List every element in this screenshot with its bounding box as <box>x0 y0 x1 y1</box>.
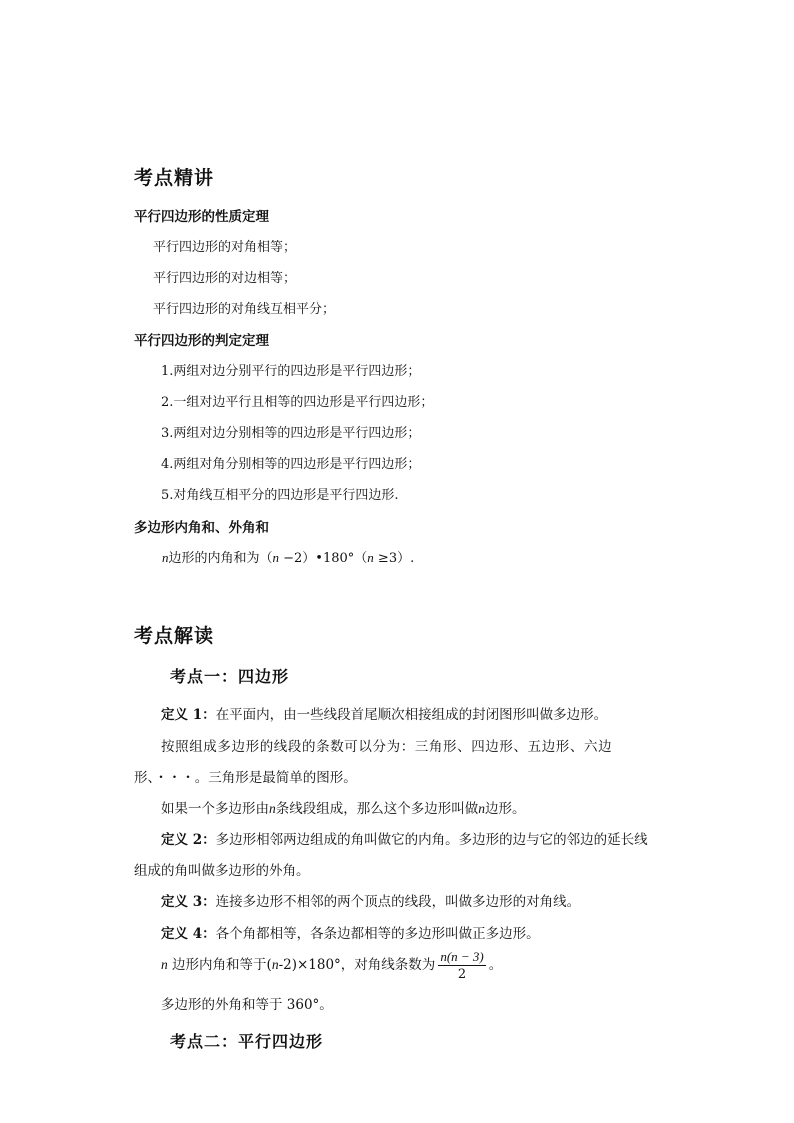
variable-n: n <box>478 801 485 816</box>
test-item: 4.两组对角分别相等的四边形是平行四边形； <box>161 457 421 472</box>
variable-n: n <box>367 550 374 565</box>
formula-text: −2）•180°（ <box>279 551 368 566</box>
test-item: 2.一组对边平行且相等的四边形是平行四边形； <box>161 395 434 410</box>
variable-n: n <box>162 550 169 565</box>
variable-n: n <box>161 957 168 972</box>
definition-text: 各个角都相等，各条边都相等的多边形叫做正多边形。 <box>215 926 540 942</box>
formula-text: 边形的内角和为（ <box>168 551 273 566</box>
text: 边形。 <box>485 801 526 817</box>
definition-text: 在平面内，由一些线段首尾顺次相接组成的封闭图形叫做多边形。 <box>215 707 608 723</box>
definition-label: 定义 2： <box>161 832 216 848</box>
formula-text: -2)×180°，对角线条数为 <box>278 957 436 973</box>
fraction-numerator: n(n − 3) <box>440 949 484 964</box>
text: 如果一个多边形由 <box>161 801 269 817</box>
definition-2-continued: 组成的角叫做多边形的外角。 <box>134 863 310 879</box>
diagonal-count-fraction <box>438 948 485 983</box>
test-item: 3.两组对边分别相等的四边形是平行四边形； <box>161 426 421 441</box>
text: 条线段组成，那么这个多边形叫做 <box>275 801 479 817</box>
subsection-quadrilateral: 考点一：四边形 <box>170 667 290 686</box>
paragraph-classification-line2: 形、・・・。三角形是最简单的图形。 <box>134 770 357 786</box>
definition-4 <box>161 922 540 942</box>
variable-n: n <box>271 957 279 972</box>
interior-angle-and-diagonal-formula <box>161 948 502 983</box>
formula-text: 边形内角和等于( <box>167 957 272 973</box>
subsection-parallelogram: 考点二：平行四边形 <box>170 1032 324 1051</box>
property-item: 平行四边形的对边相等； <box>153 271 297 286</box>
definition-text: 连接多边形不相邻的两个顶点的线段，叫做多边形的对角线。 <box>215 894 581 910</box>
paragraph-classification-line1: 按照组成多边形的线段的条数可以分为：三角形、四边形、五边形、六边 <box>161 739 613 755</box>
definition-2 <box>161 828 648 848</box>
fraction-denominator: 2 <box>457 967 467 982</box>
angle-sum-formula <box>162 547 414 566</box>
exterior-angle-sum: 多边形的外角和等于 360°。 <box>161 997 333 1013</box>
formula-text: 。 <box>488 957 503 973</box>
section-title-key-points: 考点精讲 <box>134 167 215 189</box>
test-item: 1.两组对边分别平行的四边形是平行四边形； <box>161 364 421 379</box>
test-item: 5.对角线互相平分的四边形是平行四边形. <box>161 488 399 503</box>
formula-text: ≥3）. <box>373 551 415 566</box>
property-item: 平行四边形的对角相等； <box>153 240 297 255</box>
definition-text: 多边形相邻两边组成的角叫做它的内角。多边形的边与它的邻边的延长线 <box>215 832 648 848</box>
section-title-interpretation: 考点解读 <box>134 625 215 647</box>
heading-parallelogram-properties: 平行四边形的性质定理 <box>134 209 269 225</box>
definition-label: 定义 4： <box>161 926 216 942</box>
heading-parallelogram-tests: 平行四边形的判定定理 <box>134 333 269 349</box>
paragraph-n-gon <box>161 797 526 817</box>
definition-label: 定义 1： <box>161 707 216 723</box>
variable-n: n <box>269 801 276 816</box>
heading-polygon-angle-sums: 多边形内角和、外角和 <box>134 520 269 536</box>
definition-1 <box>161 703 607 723</box>
variable-n: n <box>272 550 280 565</box>
property-item: 平行四边形的对角线互相平分； <box>153 302 336 317</box>
definition-3 <box>161 890 580 910</box>
definition-label: 定义 3： <box>161 894 216 910</box>
